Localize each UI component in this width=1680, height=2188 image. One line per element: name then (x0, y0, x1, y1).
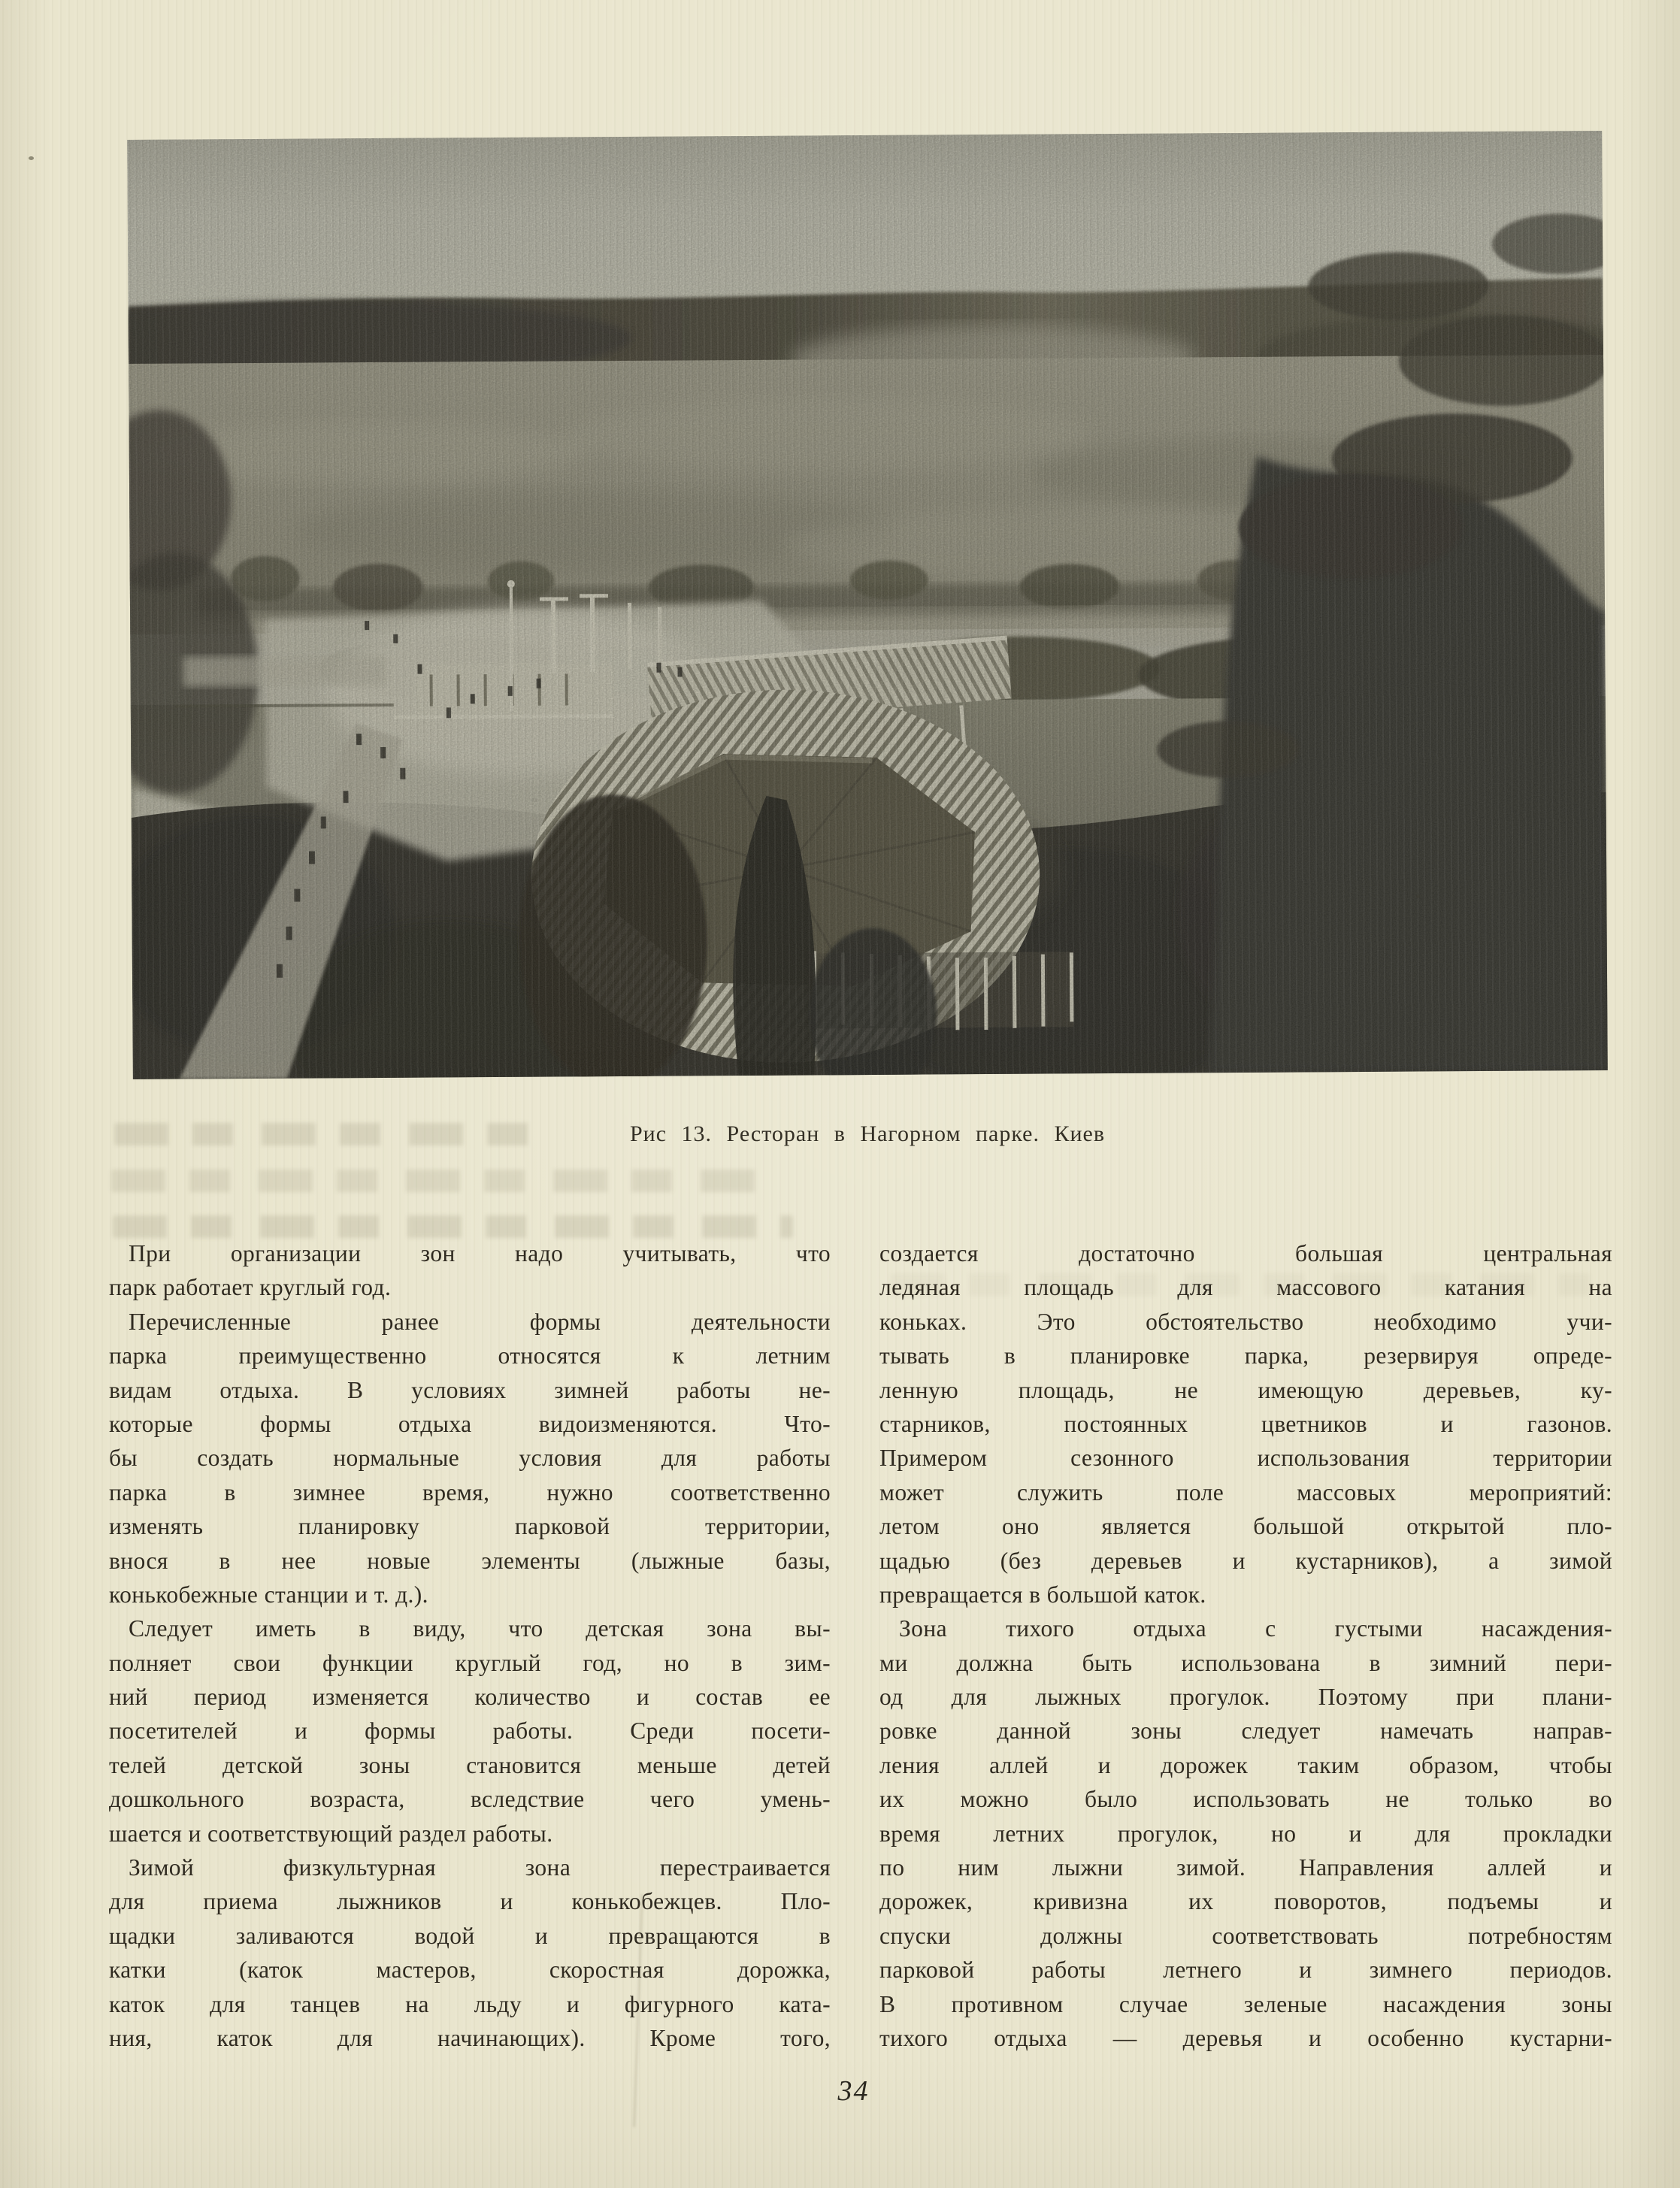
text-line: может служить поле массовых мероприятий: (879, 1478, 1612, 1506)
text-line: бы создать нормальные условия для работы (109, 1445, 831, 1472)
text-line: Примером сезонного использования территории (879, 1445, 1612, 1472)
text-line: время летних прогулок, но и для прокладки (879, 1820, 1612, 1847)
text-line: шается и соответствующий раздел работы. (109, 1820, 553, 1847)
photo-grain-light (127, 131, 1608, 1079)
text-line: старников, постоянных цветников и газонов. (879, 1410, 1612, 1437)
text-line: изменять планировку парковой территории, (109, 1513, 831, 1540)
paragraph (109, 1851, 831, 2055)
text-line: ровке данной зоны следует намечать направ- (879, 1717, 1612, 1745)
paragraph (109, 1236, 831, 1305)
text-line: В противном случае зеленые насаждения зоны (879, 1990, 1612, 2017)
text-line: посетителей и формы работы. Среди посети- (109, 1717, 831, 1745)
text-line: по ним лыжни зимой. Направления аллей и (879, 1854, 1612, 1881)
text-line: каток для танцев на льду и фигурного ката- (109, 1990, 831, 2017)
text-line: ленную площадь, не имеющую деревьев, ку- (879, 1376, 1612, 1403)
text-column-left (109, 1236, 831, 2055)
text-line: внося в нее новые элементы (лыжные базы, (109, 1547, 831, 1574)
text-line: парковой работы летнего и зимнего периодов. (879, 1956, 1612, 1984)
figure-photo (127, 131, 1608, 1079)
text-line: Зона тихого отдыха с густыми насаждения- (899, 1615, 1612, 1642)
text-line: од для лыжных прогулок. Поэтому при плани- (879, 1684, 1612, 1711)
text-line: спуски должны соответствовать потребностям (879, 1922, 1612, 1949)
text-line: парк работает круглый год. (109, 1274, 392, 1301)
text-line: ния, каток для начинающих). Кроме того, (109, 2024, 831, 2051)
text-line: парка в зимнее время, нужно соответственно (109, 1478, 831, 1506)
text-line: телей детской зоны становится меньше детей (109, 1751, 831, 1778)
text-line: парка преимущественно относятся к летним (109, 1342, 831, 1369)
text-line: тывать в планировке парка, резервируя опреде- (879, 1342, 1612, 1369)
text-line: катки (каток мастеров, скоростная дорожка, (109, 1956, 831, 1984)
text-column-right (879, 1236, 1612, 2055)
paragraph (109, 1305, 831, 1612)
text-line: ления аллей и дорожек таким образом, чтобы (879, 1751, 1612, 1778)
text-line: конькобежные станции и т. д.). (109, 1581, 428, 1608)
paragraph (879, 1611, 1612, 2055)
paragraph (879, 1236, 1612, 1611)
text-line: тихого отдыха — деревья и особенно кустарни- (879, 2024, 1612, 2051)
text-line: щадки заливаются водой и превращаются в (109, 1922, 831, 1949)
text-line: ми должна быть использована в зимний пери- (879, 1649, 1612, 1676)
text-line: полняет свои функции круглый год, но в зим- (109, 1649, 831, 1676)
page-number: 34 (837, 2075, 870, 2107)
text-line: Следует иметь в виду, что детская зона вы- (129, 1615, 831, 1642)
paragraph (109, 1611, 831, 1851)
text-line: для приема лыжников и конькобежцев. Пло- (109, 1888, 831, 1915)
text-line: летом оно является большой открытой пло- (879, 1513, 1612, 1540)
text-line: ний период изменяется количество и состав ее (109, 1684, 831, 1711)
text-line: дорожек, кривизна их поворотов, подъемы и (879, 1888, 1612, 1915)
text-line: которые формы отдыха видоизменяются. Что- (109, 1410, 831, 1437)
text-line: щадью (без деревьев и кустарников), а зимой (879, 1547, 1612, 1574)
text-line: При организации зон надо учитывать, что (129, 1240, 831, 1266)
text-line: создается достаточно большая центральная (879, 1240, 1612, 1266)
text-line: видам отдыха. В условиях зимней работы не- (109, 1376, 831, 1403)
bleed-through-ghost (111, 1170, 773, 1192)
text-line: дошкольного возраста, вследствие чего умень- (109, 1786, 831, 1813)
text-line: Зимой физкультурная зона перестраивается (129, 1854, 831, 1881)
figure-caption: Рис 13. Ресторан в Нагорном парке. Киев (629, 1121, 1106, 1146)
text-line: их можно было использовать не только во (879, 1786, 1612, 1813)
text-line: ледяная площадь для массового катания на (879, 1274, 1612, 1301)
text-line: превращается в большой каток. (879, 1581, 1206, 1608)
bleed-through-ghost (113, 1215, 793, 1238)
paper-speck (29, 156, 34, 160)
park-photo-illustration (127, 131, 1608, 1079)
text-line: Перечисленные ранее формы деятельности (129, 1308, 831, 1335)
text-line: коньках. Это обстоятельство необходимо учи- (879, 1308, 1612, 1335)
